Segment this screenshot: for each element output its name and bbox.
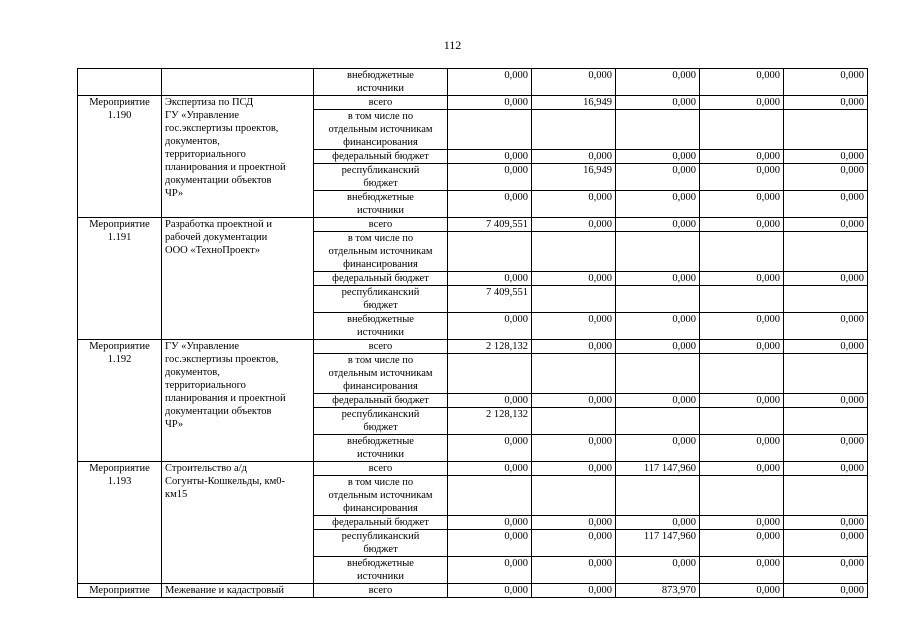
amount-cell: 0,000 (532, 584, 616, 598)
amount-cell: 0,000 (532, 69, 616, 96)
amount-cell: 117 147,960 (616, 530, 700, 557)
amount-cell: 0,000 (616, 557, 700, 584)
funding-source-cell: внебюджетные источники (314, 69, 448, 96)
amount-cell (532, 476, 616, 516)
amount-cell (616, 232, 700, 272)
table-row (78, 462, 868, 476)
amount-cell (616, 408, 700, 435)
amount-cell: 0,000 (532, 218, 616, 232)
table-row (78, 340, 868, 354)
funding-source-cell: всего (314, 340, 448, 354)
amount-cell: 0,000 (784, 164, 868, 191)
funding-source-cell: всего (314, 218, 448, 232)
event-name-cell: Экспертиза по ПСД ГУ «Управление гос.экспертизы проектов, документов, территориального планирования и проектной документации объектов ЧР» (162, 96, 314, 218)
amount-cell: 0,000 (532, 191, 616, 218)
amount-cell: 0,000 (700, 394, 784, 408)
amount-cell: 0,000 (616, 340, 700, 354)
funding-source-cell: федеральный бюджет (314, 516, 448, 530)
amount-cell: 0,000 (616, 516, 700, 530)
amount-cell: 0,000 (784, 191, 868, 218)
amount-cell (700, 408, 784, 435)
amount-cell (784, 354, 868, 394)
event-id-cell: Мероприятие 1.191 (78, 218, 162, 340)
funding-source-cell: всего (314, 462, 448, 476)
funding-source-cell: внебюджетные источники (314, 191, 448, 218)
amount-cell: 0,000 (700, 340, 784, 354)
amount-cell: 0,000 (616, 150, 700, 164)
amount-cell: 0,000 (784, 435, 868, 462)
amount-cell (700, 232, 784, 272)
amount-cell: 0,000 (532, 516, 616, 530)
event-name-cell: Межевание и кадастровый (162, 584, 314, 598)
amount-cell: 2 128,132 (448, 340, 532, 354)
amount-cell: 7 409,551 (448, 218, 532, 232)
amount-cell: 0,000 (700, 272, 784, 286)
amount-cell: 0,000 (616, 69, 700, 96)
amount-cell: 0,000 (616, 164, 700, 191)
amount-cell: 0,000 (616, 96, 700, 110)
amount-cell (616, 354, 700, 394)
amount-cell: 0,000 (700, 435, 784, 462)
funding-source-cell: внебюджетные источники (314, 557, 448, 584)
amount-cell: 0,000 (448, 462, 532, 476)
amount-cell: 7 409,551 (448, 286, 532, 313)
amount-cell: 0,000 (448, 96, 532, 110)
funding-source-cell: в том числе по отдельным источникам финансирования (314, 232, 448, 272)
amount-cell: 0,000 (700, 313, 784, 340)
funding-source-cell: республиканский бюджет (314, 408, 448, 435)
amount-cell: 0,000 (448, 435, 532, 462)
amount-cell: 0,000 (700, 69, 784, 96)
table-row (78, 69, 868, 96)
funding-source-cell: в том числе по отдельным источникам финансирования (314, 110, 448, 150)
table-body (78, 69, 868, 598)
amount-cell (784, 408, 868, 435)
amount-cell: 0,000 (448, 272, 532, 286)
amount-cell: 0,000 (532, 394, 616, 408)
amount-cell: 0,000 (784, 150, 868, 164)
amount-cell: 0,000 (448, 584, 532, 598)
event-id-cell (78, 69, 162, 96)
funding-source-cell: в том числе по отдельным источникам финансирования (314, 476, 448, 516)
funding-source-cell: внебюджетные источники (314, 435, 448, 462)
table-row (78, 584, 868, 598)
amount-cell (616, 286, 700, 313)
amount-cell: 0,000 (616, 272, 700, 286)
amount-cell (784, 476, 868, 516)
event-id-cell: Мероприятие (78, 584, 162, 598)
amount-cell: 0,000 (448, 530, 532, 557)
amount-cell: 0,000 (616, 218, 700, 232)
event-id-cell: Мероприятие 1.190 (78, 96, 162, 218)
event-name-cell: ГУ «Управление гос.экспертизы проектов, документов, территориального планирования и проектной документации объектов ЧР» (162, 340, 314, 462)
funding-source-cell: всего (314, 96, 448, 110)
amount-cell: 0,000 (616, 394, 700, 408)
amount-cell: 0,000 (700, 96, 784, 110)
amount-cell: 0,000 (784, 394, 868, 408)
amount-cell: 0,000 (448, 394, 532, 408)
amount-cell: 0,000 (532, 462, 616, 476)
amount-cell: 873,970 (616, 584, 700, 598)
amount-cell (700, 354, 784, 394)
amount-cell: 2 128,132 (448, 408, 532, 435)
table-row (78, 218, 868, 232)
amount-cell: 0,000 (784, 272, 868, 286)
amount-cell: 0,000 (700, 462, 784, 476)
budget-table (77, 68, 868, 598)
amount-cell (784, 232, 868, 272)
amount-cell: 0,000 (700, 150, 784, 164)
event-id-cell: Мероприятие 1.192 (78, 340, 162, 462)
amount-cell: 0,000 (532, 340, 616, 354)
funding-source-cell: федеральный бюджет (314, 394, 448, 408)
amount-cell: 0,000 (448, 557, 532, 584)
amount-cell: 0,000 (700, 516, 784, 530)
amount-cell: 16,949 (532, 96, 616, 110)
funding-source-cell: федеральный бюджет (314, 272, 448, 286)
amount-cell (448, 354, 532, 394)
amount-cell: 0,000 (448, 516, 532, 530)
amount-cell (448, 110, 532, 150)
amount-cell: 0,000 (532, 313, 616, 340)
amount-cell: 0,000 (532, 435, 616, 462)
amount-cell: 0,000 (784, 218, 868, 232)
amount-cell (784, 110, 868, 150)
amount-cell: 0,000 (784, 530, 868, 557)
amount-cell: 0,000 (784, 462, 868, 476)
amount-cell (532, 408, 616, 435)
funding-source-cell: республиканский бюджет (314, 530, 448, 557)
amount-cell: 0,000 (700, 218, 784, 232)
funding-source-cell: внебюджетные источники (314, 313, 448, 340)
amount-cell: 0,000 (532, 272, 616, 286)
event-name-cell: Строительство а/д Согунты-Кошкельды, км0- км15 (162, 462, 314, 584)
amount-cell (700, 476, 784, 516)
funding-source-cell: в том числе по отдельным источникам финансирования (314, 354, 448, 394)
amount-cell: 0,000 (448, 191, 532, 218)
amount-cell: 0,000 (784, 584, 868, 598)
amount-cell: 0,000 (700, 530, 784, 557)
amount-cell: 0,000 (784, 96, 868, 110)
amount-cell (700, 110, 784, 150)
event-id-cell: Мероприятие 1.193 (78, 462, 162, 584)
amount-cell: 0,000 (784, 69, 868, 96)
amount-cell (784, 286, 868, 313)
amount-cell (532, 286, 616, 313)
amount-cell: 0,000 (448, 164, 532, 191)
amount-cell: 0,000 (616, 313, 700, 340)
funding-source-cell: республиканский бюджет (314, 286, 448, 313)
amount-cell: 0,000 (532, 150, 616, 164)
amount-cell (700, 286, 784, 313)
amount-cell: 0,000 (784, 516, 868, 530)
table-row (78, 96, 868, 110)
amount-cell: 0,000 (700, 557, 784, 584)
amount-cell: 0,000 (532, 557, 616, 584)
amount-cell: 0,000 (448, 69, 532, 96)
amount-cell: 0,000 (700, 584, 784, 598)
amount-cell (532, 110, 616, 150)
amount-cell: 0,000 (700, 164, 784, 191)
event-name-cell: Разработка проектной и рабочей документации ООО «ТехноПроект» (162, 218, 314, 340)
amount-cell: 0,000 (616, 435, 700, 462)
funding-source-cell: республиканский бюджет (314, 164, 448, 191)
amount-cell: 0,000 (784, 340, 868, 354)
amount-cell (532, 232, 616, 272)
amount-cell: 0,000 (448, 313, 532, 340)
amount-cell: 0,000 (700, 191, 784, 218)
amount-cell (616, 476, 700, 516)
amount-cell: 0,000 (616, 191, 700, 218)
amount-cell (448, 232, 532, 272)
amount-cell (616, 110, 700, 150)
amount-cell: 0,000 (784, 313, 868, 340)
amount-cell (532, 354, 616, 394)
amount-cell: 16,949 (532, 164, 616, 191)
amount-cell: 0,000 (532, 530, 616, 557)
amount-cell: 117 147,960 (616, 462, 700, 476)
page-number: 112 (443, 38, 462, 52)
amount-cell: 0,000 (448, 150, 532, 164)
funding-source-cell: всего (314, 584, 448, 598)
amount-cell: 0,000 (784, 557, 868, 584)
funding-source-cell: федеральный бюджет (314, 150, 448, 164)
event-name-cell (162, 69, 314, 96)
amount-cell (448, 476, 532, 516)
